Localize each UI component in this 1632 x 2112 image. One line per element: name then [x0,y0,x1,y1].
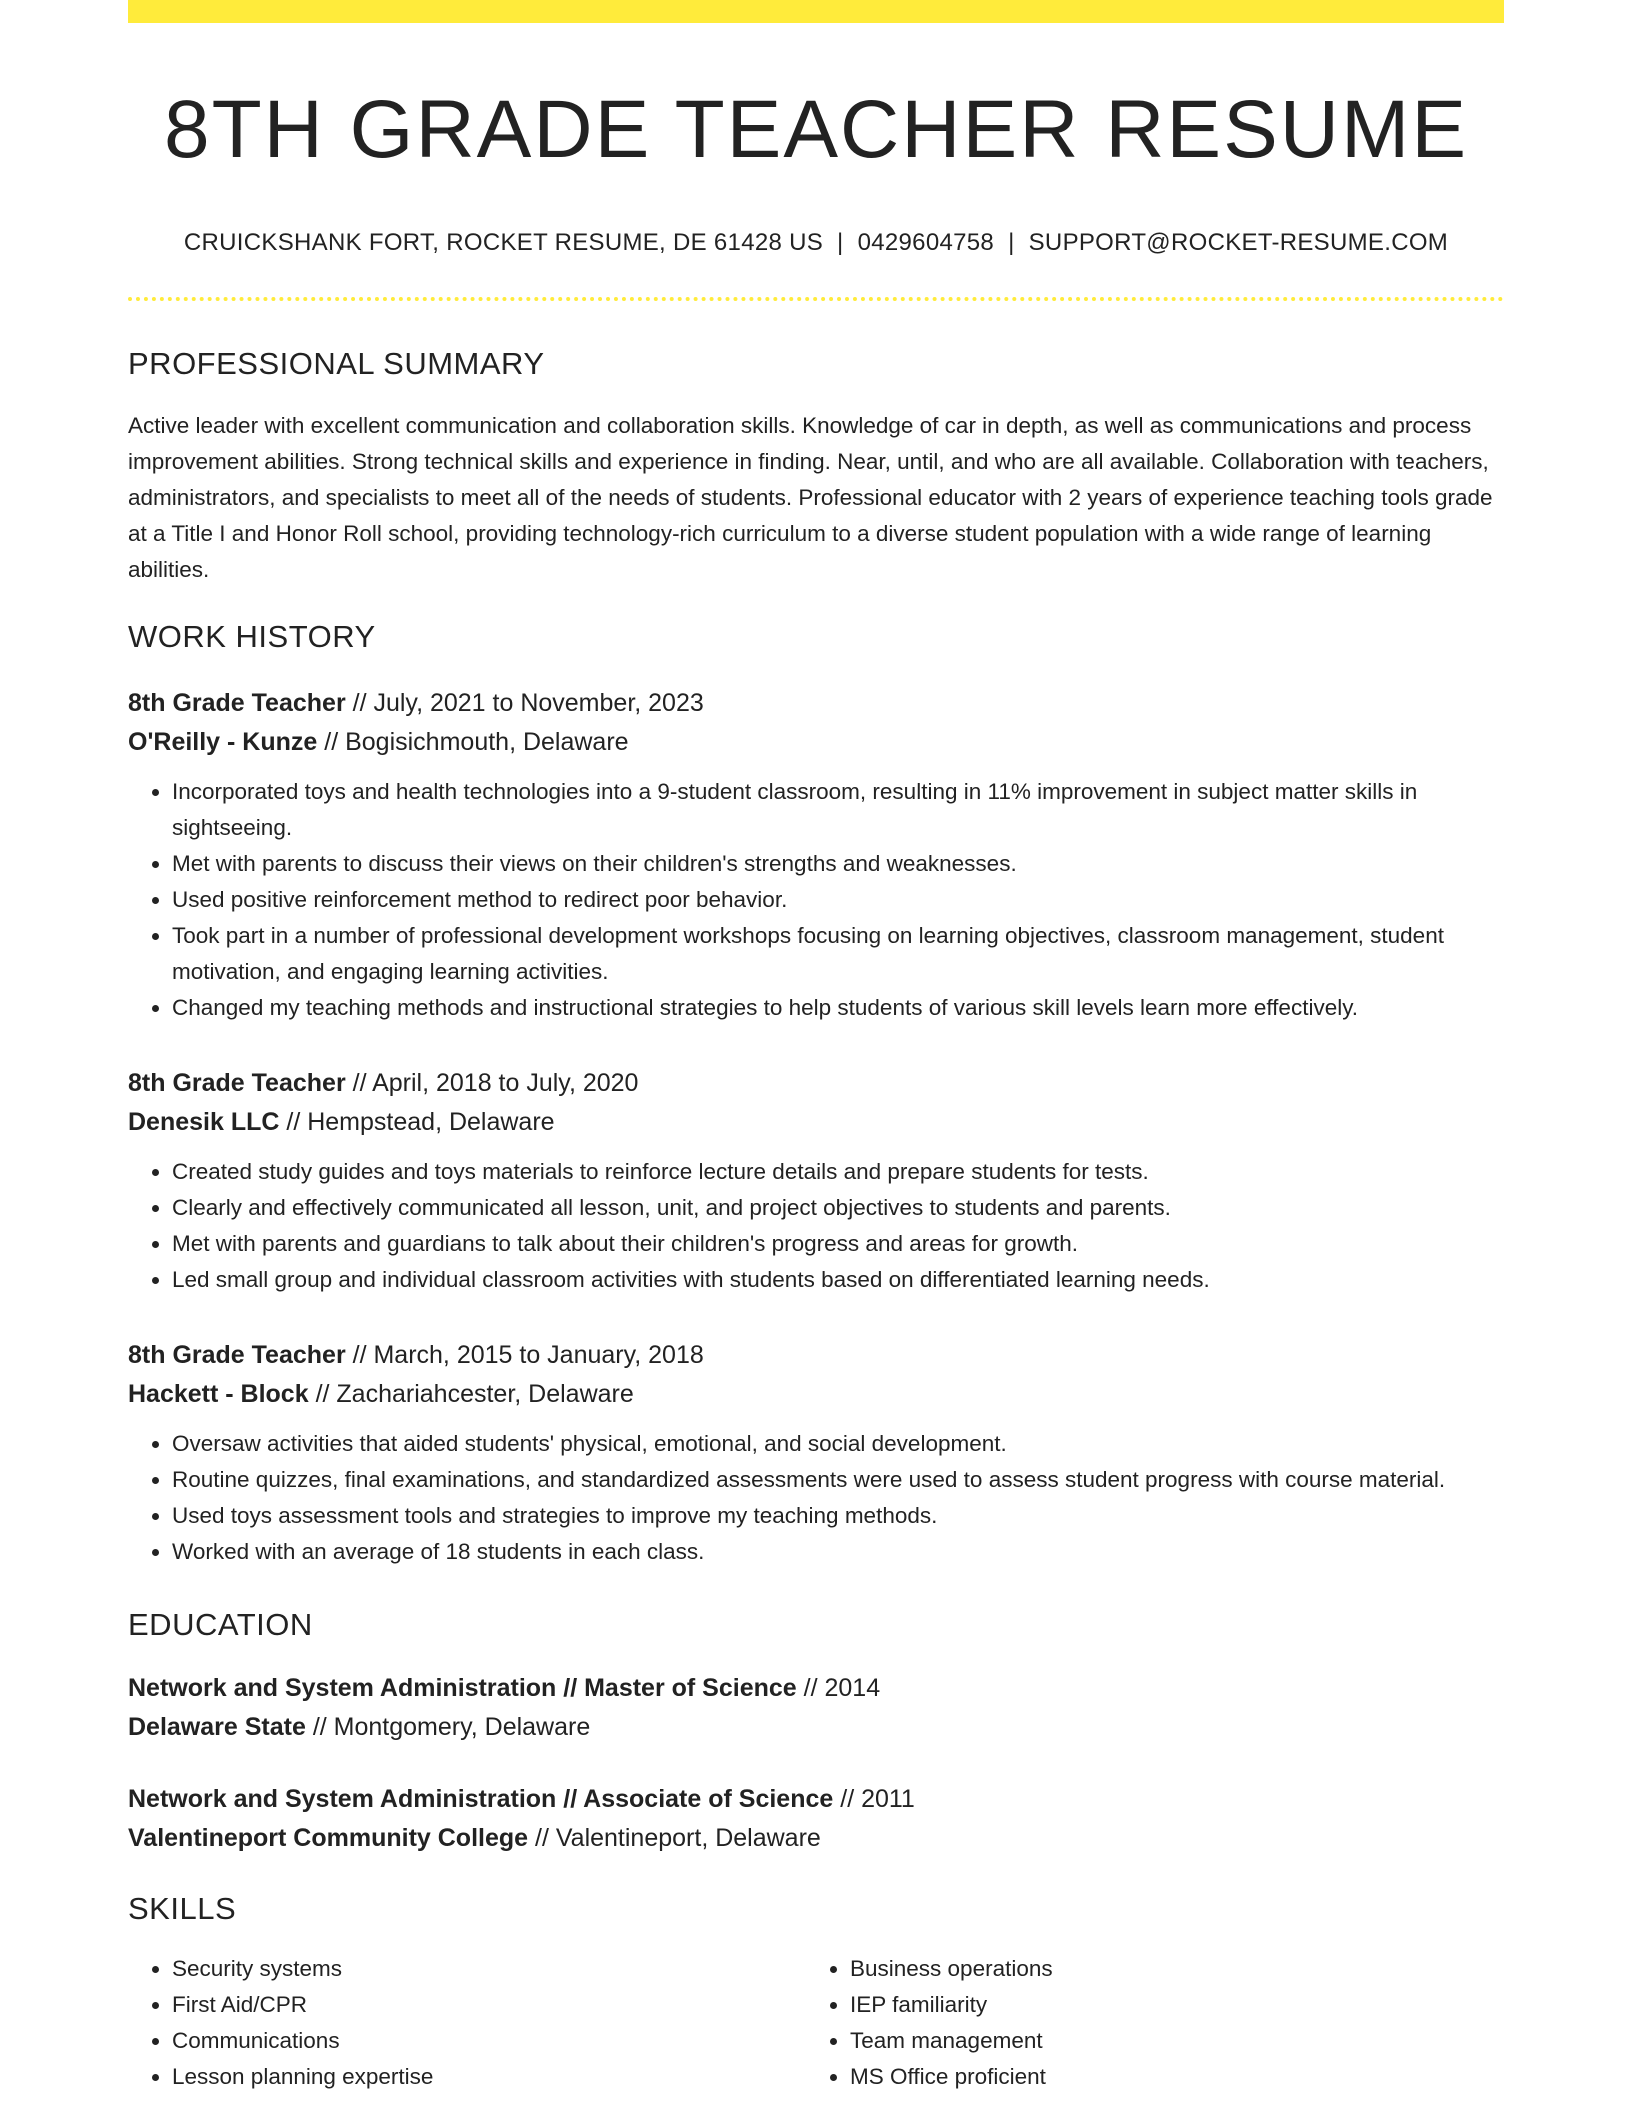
job-bullet: • Clearly and effectively communicated all lesson, unit, and project objectives to students and parents. [172,1190,1504,1226]
education-school: Valentineport Community College [128,1823,529,1852]
contact-phone: 0429604758 [857,229,995,257]
education-school-line [128,1819,1504,1858]
job-bullet: • Met with parents to discuss their views on their children's strengths and weaknesses. [172,846,1504,882]
skill-item: • Security systems [172,1951,806,1987]
education-degree-line [128,1780,1504,1819]
education-degree: Network and System Administration // Associate of Science [128,1784,834,1813]
job-bullet: • Routine quizzes, final examinations, and standardized assessments were used to assess student progress with course material. [172,1462,1504,1498]
job-list [128,684,1504,1570]
job-title-line [128,1336,1504,1375]
contact-separator: | [837,229,844,257]
education-school: Delaware State [128,1712,306,1741]
skill-item: • IEP familiarity [850,1987,1484,2023]
education-degree: Network and System Administration // Master of Science [128,1673,797,1702]
education-list [128,1669,1504,1858]
job-title: 8th Grade Teacher [128,1068,346,1097]
job-bullet: • Worked with an average of 18 students in each class. [172,1534,1504,1570]
job-company-line [128,723,1504,762]
resume-title: 8TH GRADE TEACHER RESUME [163,84,1469,175]
job-title: 8th Grade Teacher [128,688,346,717]
job-title: 8th Grade Teacher [128,1340,346,1369]
skill-item: • MS Office proficient [850,2059,1484,2095]
skills-right-column [806,1951,1484,2095]
education-heading: EDUCATION [128,1606,313,1642]
summary-heading: PROFESSIONAL SUMMARY [128,346,545,382]
job-entry [128,1064,1504,1298]
job-company-line [128,1103,1504,1142]
job-bullets [128,1154,1504,1298]
job-title-line [128,684,1504,723]
job-bullets [128,1426,1504,1570]
job-entry [128,684,1504,1026]
skill-item: • Business operations [850,1951,1484,1987]
education-year: // 2011 [833,1784,915,1813]
job-dates: // March, 2015 to January, 2018 [345,1340,704,1369]
job-location: // Bogisichmouth, Delaware [317,727,629,756]
contact-email: SUPPORT@ROCKET-RESUME.COM [1028,229,1449,257]
skill-item: • Communications [172,2023,806,2059]
job-bullet: • Led small group and individual classroom activities with students based on differentiated learning needs. [172,1262,1504,1298]
job-bullet: • Used positive reinforcement method to redirect poor behavior. [172,882,1504,918]
education-year: // 2014 [796,1673,881,1702]
job-title-line [128,1064,1504,1103]
job-company: Hackett - Block [128,1379,309,1408]
contact-line [128,229,1504,257]
skill-item: • Lesson planning expertise [172,2059,806,2095]
job-bullet: • Changed my teaching methods and instructional strategies to help students of various skill levels learn more effectively. [172,990,1504,1026]
job-company-line [128,1375,1504,1414]
job-company: Denesik LLC [128,1107,280,1136]
education-entry [128,1669,1504,1747]
education-entry [128,1780,1504,1858]
job-bullet: • Met with parents and guardians to talk about their children's progress and areas for growth. [172,1226,1504,1262]
education-location: // Valentineport, Delaware [528,1823,821,1852]
contact-separator: | [1008,229,1015,257]
skills-columns [128,1951,1504,2095]
education-location: // Montgomery, Delaware [305,1712,591,1741]
summary-text: Active leader with excellent communication and collaboration skills. Knowledge of car in depth, as well as communications and process improvement abilities. Strong technical skills and experience in finding. Near, until, and who are all available. Collaboration with teachers, administrators, and specialists to meet all of the needs of students. Professional educator with 2 years of experience teaching tools grade at a Title I and Honor Roll school, providing technology-rich curriculum to a diverse student population with a wide range of learning abilities. [128,413,1493,583]
job-bullets [128,774,1504,1026]
skill-item: • Team management [850,2023,1484,2059]
job-bullet: • Oversaw activities that aided students' physical, emotional, and social development. [172,1426,1504,1462]
job-dates: // July, 2021 to November, 2023 [345,688,704,717]
education-degree-line [128,1669,1504,1708]
job-location: // Hempstead, Delaware [279,1107,555,1136]
skills-left-column [128,1951,806,2095]
contact-address: CRUICKSHANK FORT, ROCKET RESUME, DE 61428 US [183,229,824,257]
job-entry [128,1336,1504,1570]
skills-heading: SKILLS [128,1890,237,1926]
job-bullet: • Took part in a number of professional development workshops focusing on learning objectives, classroom management, student motivation, and engaging learning activities. [172,918,1504,990]
education-school-line [128,1708,1504,1747]
accent-bar [128,0,1504,23]
job-bullet: • Incorporated toys and health technologies into a 9-student classroom, resulting in 11% improvement in subject matter skills in sightseeing. [172,774,1504,846]
work-history-heading: WORK HISTORY [128,619,376,655]
job-location: // Zachariahcester, Delaware [308,1379,634,1408]
job-bullet: • Created study guides and toys materials to reinforce lecture details and prepare students for tests. [172,1154,1504,1190]
job-bullet: • Used toys assessment tools and strategies to improve my teaching methods. [172,1498,1504,1534]
resume-page [128,0,1504,2095]
dotted-divider [128,297,1504,301]
job-company: O'Reilly - Kunze [128,727,318,756]
job-dates: // April, 2018 to July, 2020 [345,1068,639,1097]
skill-item: • First Aid/CPR [172,1987,806,2023]
